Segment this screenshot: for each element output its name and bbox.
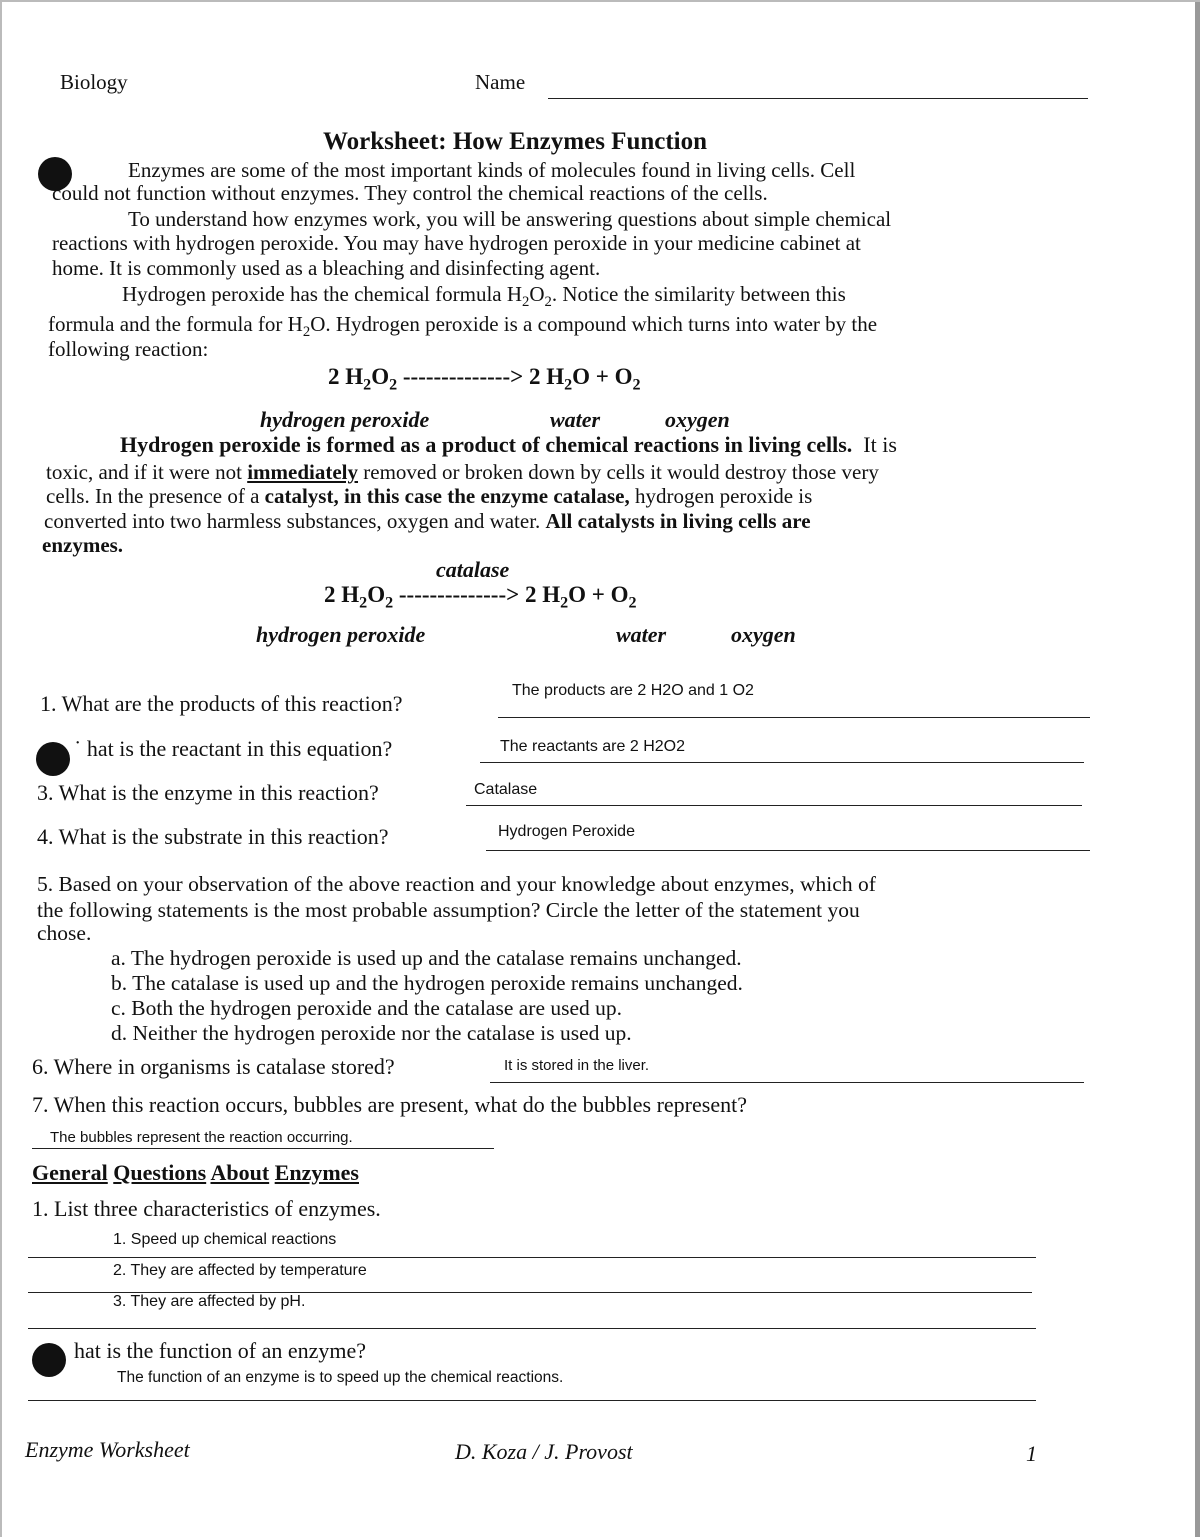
question-5-line: 5. Based on your observation of the above reaction and your knowledge about enzymes, which of	[37, 872, 876, 896]
intro-line: formula and the formula for $H_2O$. Hydrogen peroxide is a compound which turns into water by the	[48, 312, 878, 341]
general-question-2: hat is the function of an enzyme?	[74, 1338, 367, 1363]
question-2: ˙ hat is the reactant in this equation?	[74, 736, 393, 761]
para4-line: cells. In the presence of a catalyst, in this case the enzyme catalase, hydrogen peroxide is	[46, 484, 813, 508]
label-hydrogen-peroxide: hydrogen peroxide	[260, 407, 430, 432]
question-5-line: chose.	[37, 921, 92, 945]
question-5-line: the following statements is the most probable assumption? Circle the letter of the statement you	[37, 898, 860, 922]
scan-edge-left	[0, 0, 2, 1537]
equation-1: 2 $H_2O_2$ --------------> 2 $H_2O + O_2$	[328, 364, 641, 394]
punch-hole-middle	[36, 742, 70, 776]
label-water: water	[550, 407, 601, 432]
subject-label: Biology	[60, 70, 128, 94]
general-answer-2[interactable]: The function of an enzyme is to speed up the chemical reactions.	[117, 1369, 564, 1386]
scan-edge-right	[1195, 0, 1200, 1537]
para4-line: converted into two harmless substances, oxygen and water. All catalysts in living cells are	[44, 509, 811, 533]
question-3: 3. What is the enzyme in this reaction?	[37, 780, 379, 805]
characteristic-2[interactable]: 2. They are affected by temperature	[113, 1262, 367, 1279]
general-answer-2-line	[28, 1400, 1036, 1401]
answer-4[interactable]: Hydrogen Peroxide	[498, 823, 635, 840]
intro-line: Hydrogen peroxide has the chemical formula $H_2O_2$. Notice the similarity between this	[122, 282, 846, 311]
para4-line: toxic, and if it were not immediately removed or broken down by cells it would destroy those very	[46, 460, 879, 484]
para4-line: Hydrogen peroxide is formed as a product of chemical reactions in living cells. It is	[120, 432, 897, 457]
intro-line: Enzymes are some of the most important kinds of molecules found in living cells. Cell	[128, 158, 856, 182]
intro-line: following reaction:	[48, 337, 209, 361]
answer-7[interactable]: The bubbles represent the reaction occurring.	[50, 1129, 353, 1146]
option-c[interactable]: c. Both the hydrogen peroxide and the catalase are used up.	[111, 996, 623, 1020]
option-b[interactable]: b. The catalase is used up and the hydrogen peroxide remains unchanged.	[111, 971, 743, 995]
scan-edge-top	[0, 0, 1200, 2]
intro-line: To understand how enzymes work, you will be answering questions about simple chemical	[128, 207, 892, 231]
label-oxygen: oxygen	[665, 407, 730, 432]
answer-7-line	[32, 1148, 494, 1149]
catalyst-label: catalase	[436, 557, 510, 582]
characteristic-3[interactable]: 3. They are affected by pH.	[113, 1293, 306, 1310]
question-6: 6. Where in organisms is catalase stored?	[32, 1054, 395, 1079]
page-number: 1	[1026, 1441, 1037, 1466]
footer-title: Enzyme Worksheet	[25, 1437, 190, 1462]
answer-2-line	[480, 762, 1084, 763]
label-water-2: water	[616, 622, 667, 647]
intro-line: reactions with hydrogen peroxide. You may have hydrogen peroxide in your medicine cabinet at	[52, 231, 861, 255]
general-heading: General Questions About Enzymes	[32, 1160, 359, 1185]
para4-line: enzymes.	[42, 533, 124, 557]
question-1: 1. What are the products of this reaction?	[40, 691, 403, 716]
characteristic-1-line	[28, 1257, 1036, 1258]
footer-authors: D. Koza / J. Provost	[455, 1439, 633, 1464]
name-field-line[interactable]	[548, 98, 1088, 99]
answer-6[interactable]: It is stored in the liver.	[504, 1057, 650, 1074]
intro-line: home. It is commonly used as a bleaching and disinfecting agent.	[52, 256, 601, 280]
equation-2: 2 $H_2O_2$ --------------> 2 $H_2O + O_2$	[324, 582, 637, 612]
intro-line: could not function without enzymes. They control the chemical reactions of the cells.	[52, 181, 768, 205]
characteristic-3-line	[28, 1328, 1036, 1329]
characteristic-1[interactable]: 1. Speed up chemical reactions	[113, 1231, 337, 1248]
label-hydrogen-peroxide-2: hydrogen peroxide	[256, 622, 426, 647]
answer-2[interactable]: The reactants are 2 H2O2	[500, 738, 685, 755]
answer-1-line	[498, 717, 1090, 718]
page-title: Worksheet: How Enzymes Function	[323, 128, 708, 155]
option-a[interactable]: a. The hydrogen peroxide is used up and the catalase remains unchanged.	[111, 946, 742, 970]
punch-hole-bottom	[32, 1343, 66, 1377]
question-4: 4. What is the substrate in this reaction?	[37, 824, 389, 849]
answer-3-line	[466, 805, 1082, 806]
answer-3[interactable]: Catalase	[474, 781, 538, 798]
answer-1[interactable]: The products are 2 H2O and 1 O2	[512, 682, 754, 699]
general-question-1: 1. List three characteristics of enzymes.	[32, 1196, 381, 1221]
name-label: Name	[475, 70, 526, 94]
option-d[interactable]: d. Neither the hydrogen peroxide nor the catalase is used up.	[111, 1021, 632, 1045]
answer-6-line	[490, 1082, 1084, 1083]
answer-4-line	[486, 850, 1090, 851]
label-oxygen-2: oxygen	[731, 622, 796, 647]
question-7: 7. When this reaction occurs, bubbles are present, what do the bubbles represent?	[32, 1092, 747, 1117]
